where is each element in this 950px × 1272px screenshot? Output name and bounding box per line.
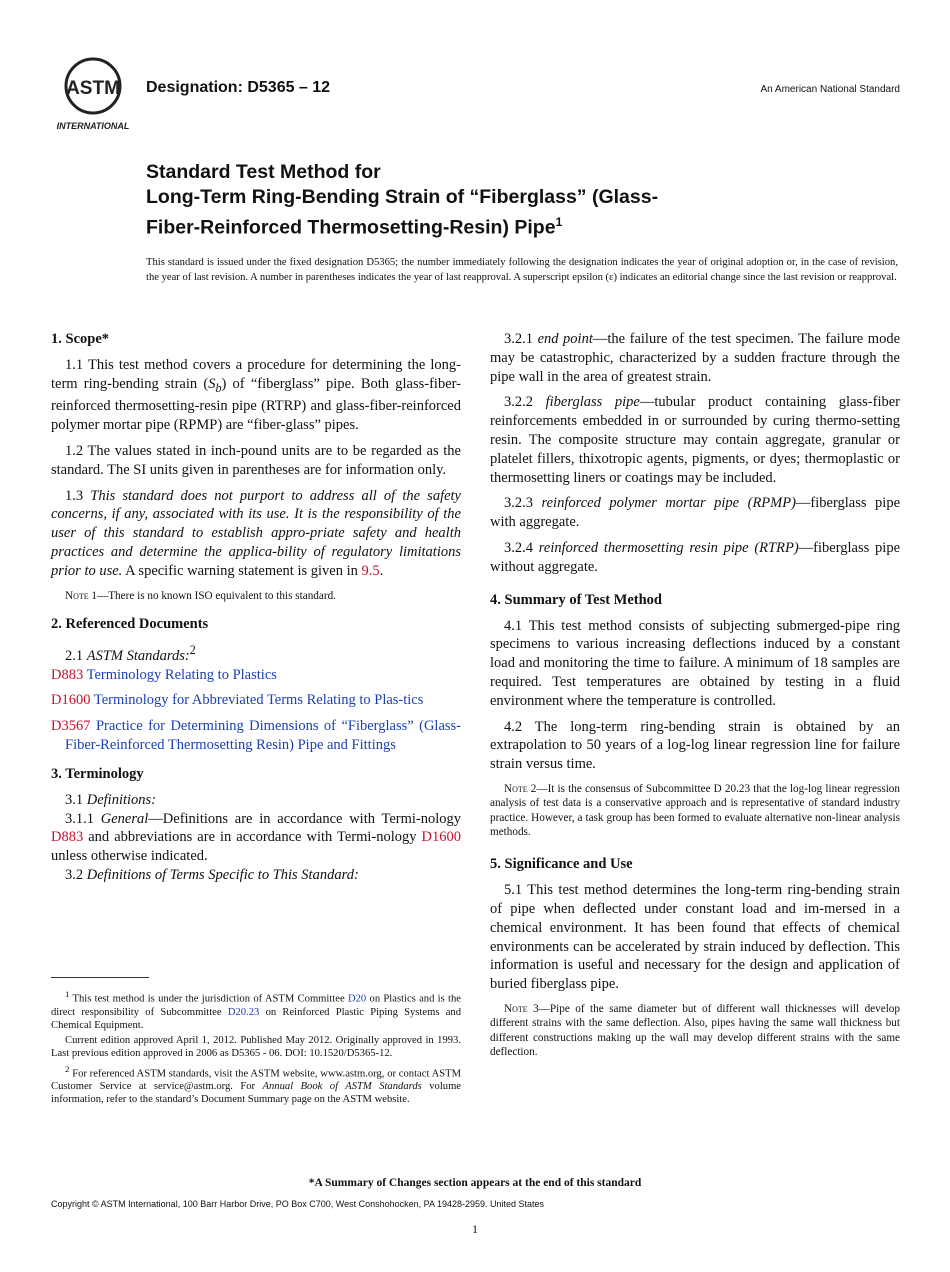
link-d883-title[interactable]: Terminology Relating to Plastics <box>86 666 277 683</box>
section-3-1: 3.1 Definitions: <box>65 791 157 808</box>
link-d1600[interactable]: D1600 <box>51 692 91 709</box>
section-1-3: 1.3 This standard does not purport to address all of the safety concerns, if any, associated with its use. It is the responsibility of the user of this standard to establish appro-priate safety and health practices and determine the applica-bility of regulatory limitations prior to use. A specific warning statement is given in 9.5. <box>51 487 461 579</box>
section-5-1: 5.1 This test method determines the long-term ring-bending strain of pipe when deflected under constant load and im-mersed in a chemical environment. It has been found that effects of chemical environments can be accelerated by strain induced by deflection. This information is useful and necessary for the design and application of buried fiberglass pipe. <box>490 882 900 993</box>
section-3-2-3: 3.2.3 reinforced polymer mortar pipe (RPMP)—fiberglass pipe with aggregate. <box>490 495 900 531</box>
title-line-3 <box>146 210 886 241</box>
logo-subtext: INTERNATIONAL <box>56 121 130 131</box>
section-1-1: 1.1 This test method covers a procedure for determining the long-term ring-bending strain $(S_b)$ of “fiberglass” pipe. Both glass-fiber-reinforced thermosetting-resin pipe (RTRP) and glass-fiber-reinforced polymer mortar pipe (RPMP) are “fiber-glass” pipes. <box>51 357 462 434</box>
reference-d883 <box>51 666 461 685</box>
astm-logo <box>52 56 134 134</box>
scope-heading: 1. Scope* <box>51 331 109 347</box>
copyright: Copyright © ASTM International, 100 Barr Harbor Drive, PO Box C700, West Conshohocken, PA 19428-2959. United States <box>51 1199 545 1209</box>
reference-d1600 <box>51 691 461 710</box>
section-3-2-1: 3.2.1 end point—the failure of the test specimen. The failure mode may be catastrophic, characterized by a sudden fracture through the pipe wall in the area of greatest strain. <box>490 331 901 385</box>
link-d1600-title[interactable]: Terminology for Abbreviated Terms Relating to Plas-tics <box>93 692 424 709</box>
referenced-documents-heading: 2. Referenced Documents <box>51 615 209 632</box>
astm-logo-icon <box>52 56 134 134</box>
section-3-2-2: 3.2.2 fiberglass pipe—tubular product containing glass-fiber reinforcements embedded in or surrounded by curing thermo-setting resin. The composite structure may contain aggregate, granular or platelet fillers, thixotropic agents, pigments, or dyes; thermoplastic or thermosetting liners or coatings may be included. <box>490 394 900 486</box>
section-3-2: 3.2 Definitions of Terms Specific to This Standard: <box>65 866 359 883</box>
preamble: This standard is issued under the fixed designation D5365; the number immediately following the designation indicates the year of original adoption or, in the case of revision, the year of last revision. A number in parentheses indicates the year of last reapproval. A superscript epsilon (ε) indicates an editorial change since the last revision or reapproval. <box>146 257 898 284</box>
footnote-1: $^1$ This test method is under the jurisdiction of ASTM Committee D20 on Plastics and is the direct responsibility of Subcommittee D20.23 on Reinforced Plastic Piping Systems and Chemical Equipment. <box>51 989 461 1031</box>
logo-text: ASTM <box>66 78 120 99</box>
reference-d3567 <box>51 717 461 755</box>
footnote-1-edition: Current edition approved April 1, 2012. Published May 2012. Originally approved in 1993. Last previous edition approved in 2006 as D5365 - 06. DOI: 10.1520/D5365-12. <box>51 1035 461 1060</box>
footnote-divider <box>51 977 149 978</box>
designation: Designation: D5365 – 12 <box>146 79 331 96</box>
link-d1600-inline[interactable]: D1600 <box>421 829 462 846</box>
terminology-heading: 3. Terminology <box>51 765 144 782</box>
link-9-5[interactable]: 9.5 <box>361 562 380 579</box>
title-line-3-text: Fiber-Reinforced Thermosetting-Resin) Pipe <box>146 216 556 239</box>
note-1: Note 1—There is no known ISO equivalent to this standard. <box>65 589 336 602</box>
page-number: 1 <box>472 1222 478 1236</box>
section-1-2: 1.2 The values stated in inch-pound units are to be regarded as the standard. The SI units given in parentheses are for information only. <box>51 443 461 478</box>
significance-heading: 5. Significance and Use <box>490 856 633 873</box>
national-standard-label: An American National Standard <box>760 84 900 95</box>
section-4-1: 4.1 This test method consists of subjecting submerged-pipe ring specimens to various increasing deflections induced by a constant load and monitoring the time to failure. A minimum of 18 samples are required. Test temperatures are obtained by testing in a fluid environment where the temperature is controlled. <box>490 617 900 709</box>
note-3: Note 3—Pipe of the same diameter but of different wall thicknesses will develop different strains with the same deflection. Also, pipes having the same wall thickness but different constructions making up the wall may develop different strains with the same deflection. <box>490 1002 900 1058</box>
footnote-2: $^2$ For referenced ASTM standards, visit the ASTM website, www.astm.org, or contact ASTM Customer Service at service@astm.org. For Annual Book of ASTM Standards volume information, refer to the standard’s Document Summary page on the ASTM website. <box>51 1063 462 1106</box>
title-line-2: Long-Term Ring-Bending Strain of “Fiberglass” (Glass- <box>146 186 659 208</box>
note-2: Note 2—It is the consensus of Subcommittee D 20.23 that the log-log linear regression analysis of test data is a conservative approach and is representative of standard industry practice. However, a task group has been formed to evaluate alternative non-linear analysis methods. <box>490 782 900 838</box>
document-title <box>146 160 886 241</box>
section-2-1: 2.1 ASTM Standards:$^2$ <box>65 642 196 664</box>
left-column <box>51 330 461 885</box>
summary-of-changes-notice: *A Summary of Changes section appears at the end of this standard <box>308 1177 642 1189</box>
summary-heading: 4. Summary of Test Method <box>490 591 662 608</box>
section-3-2-4: 3.2.4 reinforced thermosetting resin pipe (RTRP)—fiberglass pipe without aggregate. <box>490 539 901 575</box>
title-line-1: Standard Test Method for <box>146 161 381 183</box>
link-d3567-title[interactable]: Practice for Determining Dimensions of “Fiberglass” (Glass-Fiber-Reinforced Thermosetting Resin) Pipe and Fittings <box>65 718 461 753</box>
link-d3567[interactable]: D3567 <box>51 718 91 735</box>
link-d883[interactable]: D883 <box>51 666 84 683</box>
section-4-2: 4.2 The long-term ring-bending strain is obtained by an extrapolation to 50 years of a log-log linear regression line for failure strain versus time. <box>490 718 900 773</box>
link-d20[interactable]: D20 <box>347 993 367 1005</box>
link-d883-inline[interactable]: D883 <box>51 829 84 846</box>
right-column <box>490 330 900 1071</box>
link-d20-23[interactable]: D20.23 <box>227 1006 260 1018</box>
title-footnote-mark: 1 <box>555 215 563 229</box>
section-3-1-1: 3.1.1 General—Definitions are in accordance with Termi-nology D883 and abbreviations are in accordance with Termi-nology D1600 unless otherwise indicated. <box>51 810 462 865</box>
footnotes <box>51 988 461 1109</box>
